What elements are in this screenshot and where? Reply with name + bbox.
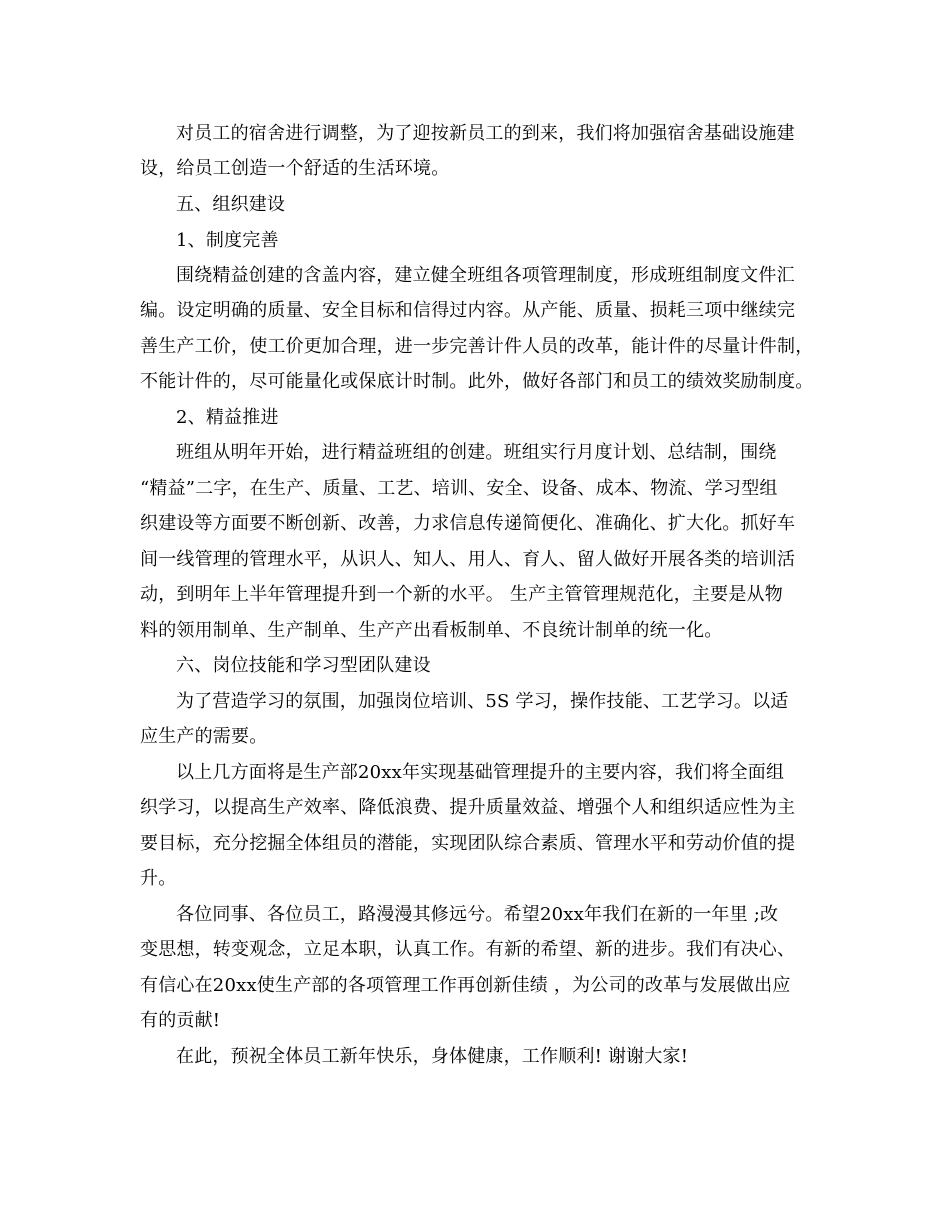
text-line: 升。 (140, 868, 177, 889)
text-line: 动，到明年上半年管理提升到一个新的水平。 生产主管管理规范化，主要是从物 (140, 584, 783, 605)
text-line: 织学习，以提高生产效率、降低浪费、提升质量效益、增强个人和组织适应性为主 (140, 797, 796, 818)
text-line: 以上几方面将是生产部20xx年实现基础管理提升的主要内容，我们将全面组 (176, 762, 785, 783)
text-line: 对员工的宿舍进行调整，为了迎按新员工的到来，我们将加强宿舍基础设施建 (176, 123, 795, 144)
subsection-heading: 1、制度完善 (176, 230, 279, 251)
text-line: 编。设定明确的质量、安全目标和信得过内容。从产能、质量、损耗三项中继续完 (140, 300, 796, 321)
text-line: 班组从明年开始，进行精益班组的创建。班组实行月度计划、总结制，围绕 (176, 442, 777, 463)
text-line: 要目标，充分挖掘全体组员的潜能，实现团队综合素质、管理水平和劳动价值的提 (140, 833, 796, 854)
text-line: 应生产的需要。 (140, 726, 268, 747)
text-line: 有信心在20xx使生产部的各项管理工作再创新佳绩 ，为公司的改革与发展做出应 (140, 975, 791, 996)
text-line: 有的贡献! (140, 1010, 221, 1031)
text-line: 善生产工价，使工价更加合理，进一步完善计件人员的改革，能计件的尽量计件制， (140, 336, 814, 357)
text-line: “精益”二字，在生产、质量、工艺、培训、安全、设备、成本、物流、学习型组 (140, 478, 778, 499)
text-line: 设，给员工创造一个舒适的生活环境。 (140, 158, 450, 179)
subsection-heading: 2、精益推进 (176, 407, 279, 428)
text-line: 各位同事、各位员工，路漫漫其修远兮。希望20xx年我们在新的一年里 ;改 (176, 904, 779, 925)
text-line: 料的领用制单、生产制单、生产产出看板制单、不良统计制单的统一化。 (140, 620, 723, 641)
section-heading: 五、组织建设 (176, 194, 286, 215)
text-line: 不能计件的，尽可能量化或保底计时制。此外，做好各部门和员工的绩效奖励制度。 (140, 371, 814, 392)
text-line: 变思想，转变观念，立足本职，认真工作。有新的希望、新的进步。我们有决心、 (140, 939, 796, 960)
text-line: 为了营造学习的氛围，加强岗位培训、5S 学习，操作技能、工艺学习。以适 (176, 691, 789, 712)
text-line: 织建设等方面要不断创新、改善，力求信息传递简便化、准确化、扩大化。抓好车 (140, 513, 796, 534)
text-line: 围绕精益创建的含盖内容，建立健全班组各项管理制度，形成班组制度文件汇 (176, 265, 795, 286)
text-line: 间一线管理的管理水平，从识人、知人、用人、育人、留人做好开展各类的培训活 (140, 549, 796, 570)
section-heading: 六、岗位技能和学习型团队建设 (176, 655, 431, 676)
closing-line: 在此，预祝全体员工新年快乐，身体健康，工作顺利! 谢谢大家! (176, 1046, 689, 1067)
